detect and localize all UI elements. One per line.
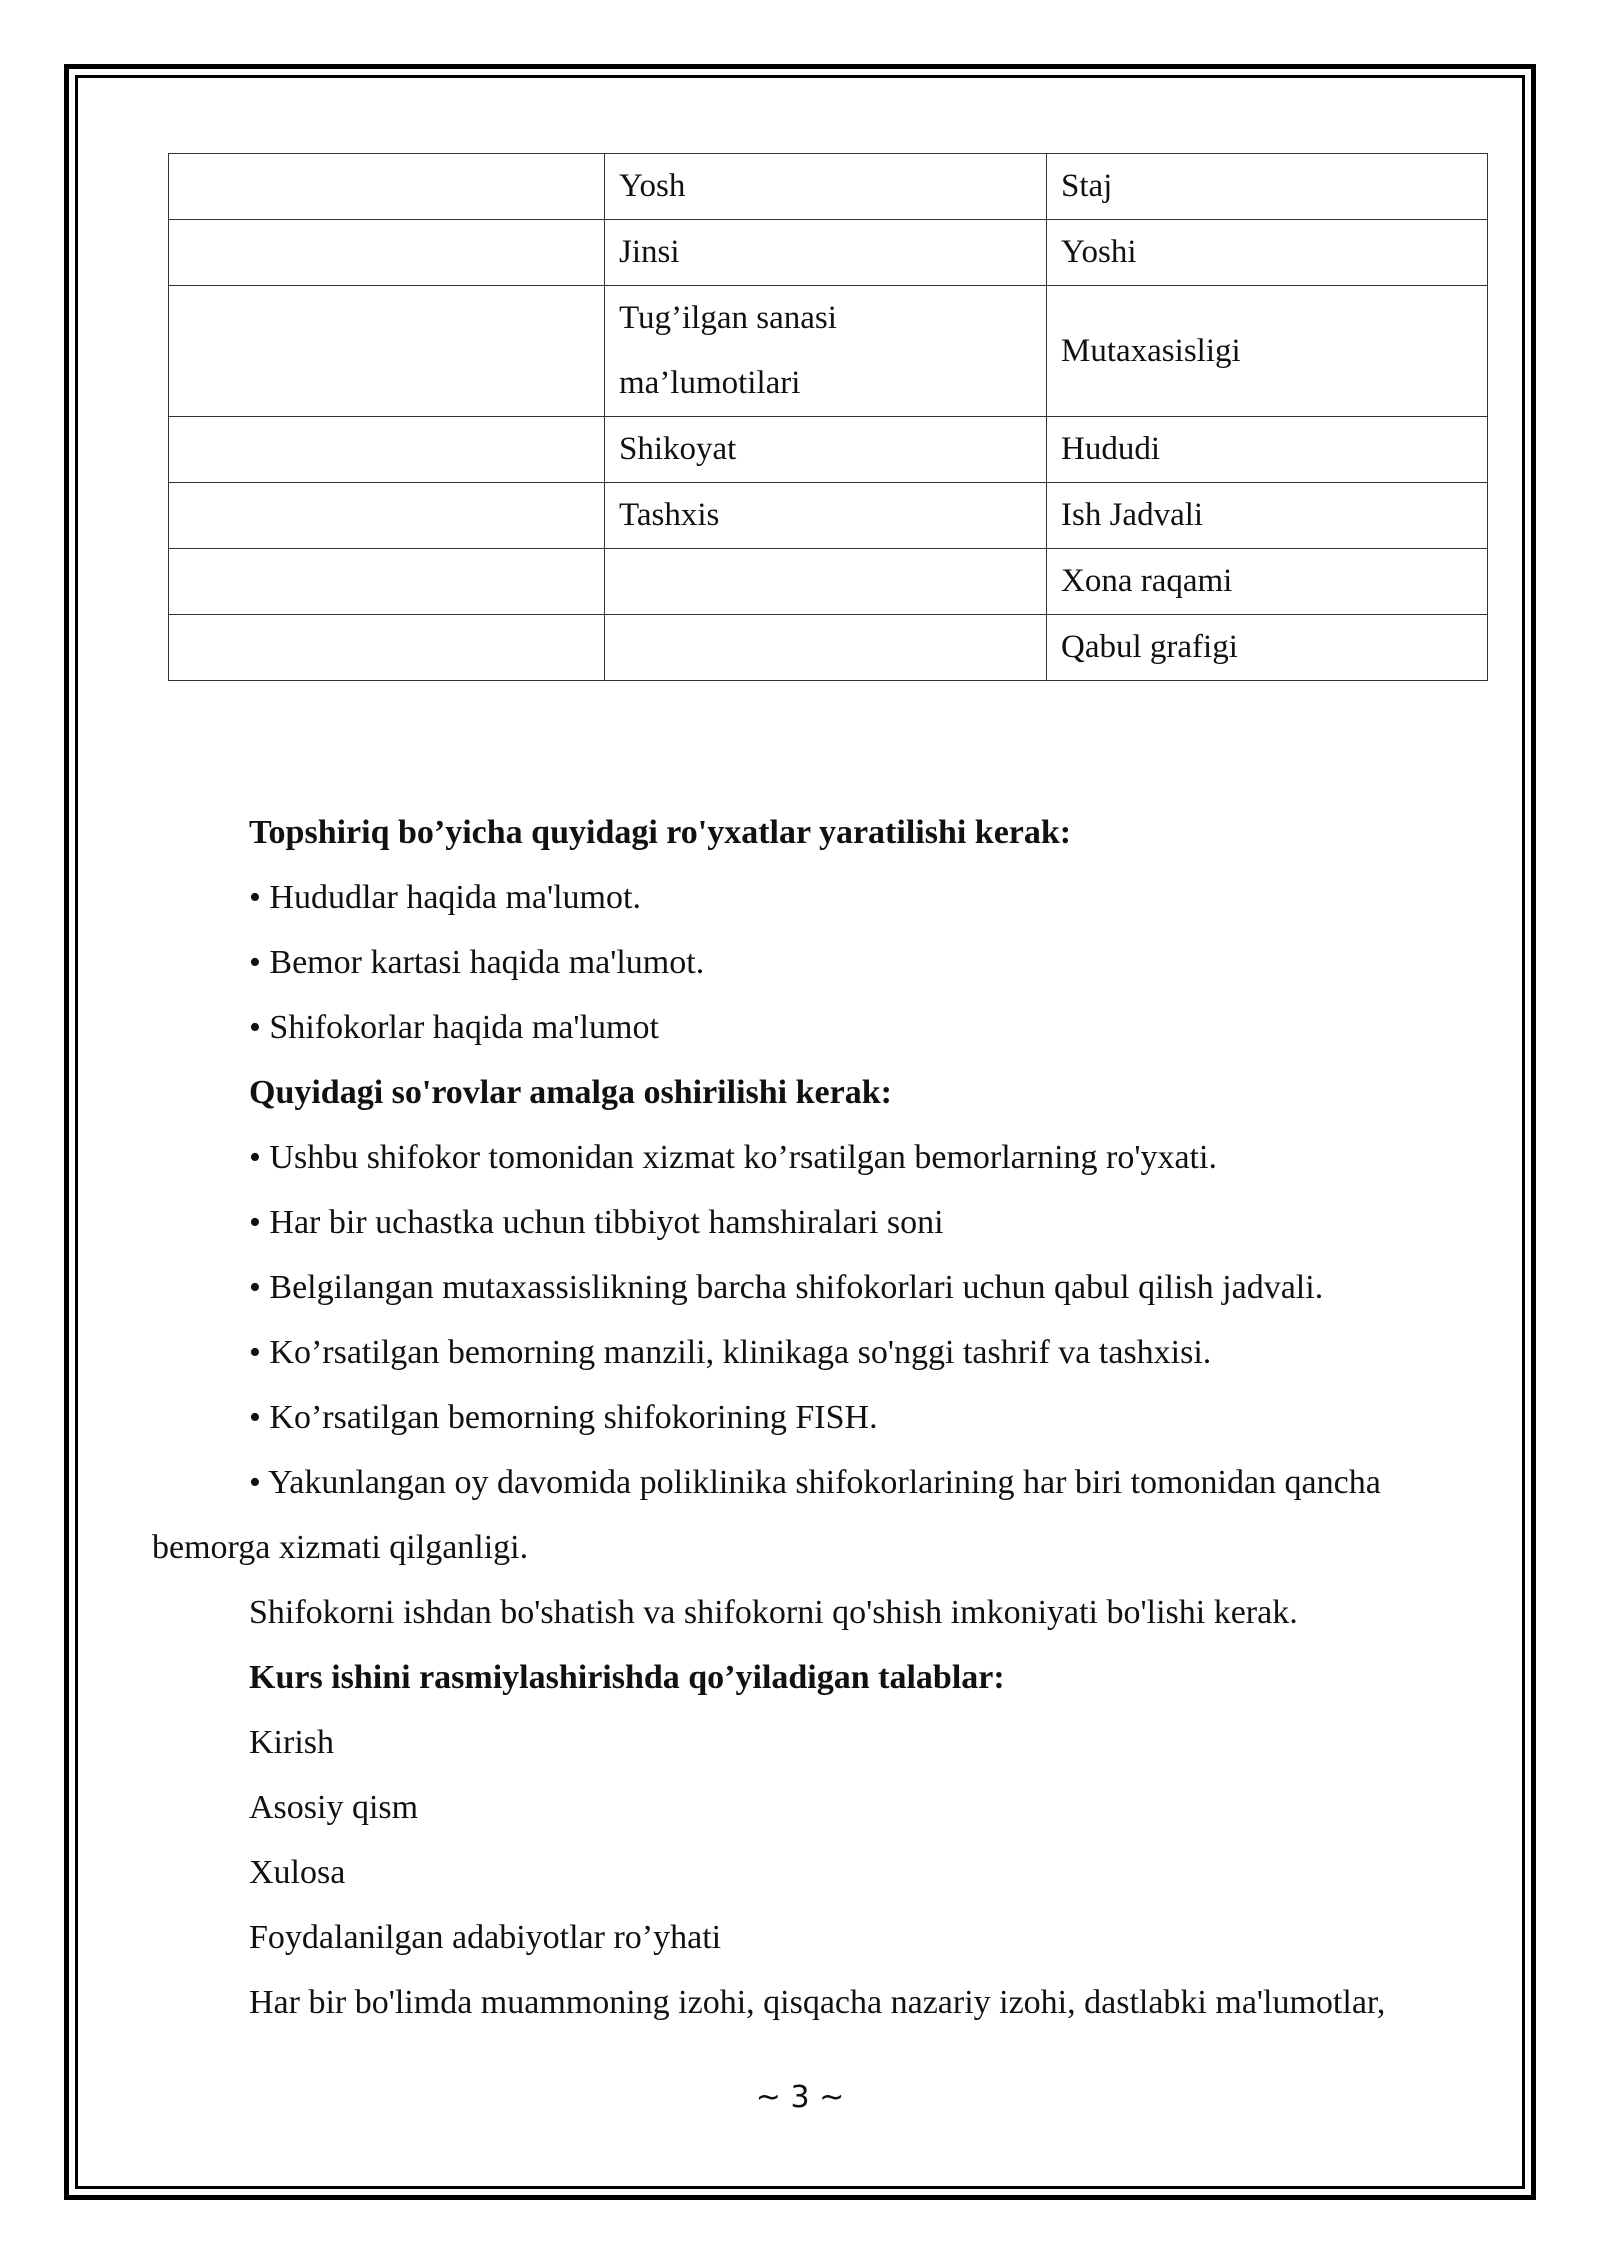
table-row <box>169 615 1488 681</box>
list-item: • Ko’rsatilgan bemorning shifokorining FISH. <box>249 1399 878 1436</box>
table-cell: Yoshi <box>1047 220 1488 286</box>
table-cell <box>169 615 605 681</box>
table-cell: Jinsi <box>605 220 1047 286</box>
table-row <box>169 286 1488 417</box>
table-row <box>169 154 1488 220</box>
list-item: • Ko’rsatilgan bemorning manzili, klinikaga so'nggi tashrif va tashxisi. <box>249 1334 1212 1371</box>
table-cell <box>169 417 605 483</box>
list-item: • Belgilangan mutaxassislikning barcha shifokorlari uchun qabul qilish jadvali. <box>249 1269 1324 1306</box>
list-item: • Ushbu shifokor tomonidan xizmat ko’rsatilgan bemorlarning ro'yxati. <box>249 1139 1217 1176</box>
data-table <box>168 153 1488 681</box>
table-cell-line: ma’lumotilari <box>619 365 801 401</box>
table-row <box>169 220 1488 286</box>
table-cell <box>605 615 1047 681</box>
note-paragraph: Shifokorni ishdan bo'shatish va shifokorni qo'shish imkoniyati bo'lishi kerak. <box>249 1594 1298 1631</box>
table-row <box>169 483 1488 549</box>
table-cell: Qabul grafigi <box>1047 615 1488 681</box>
list-item: • Shifokorlar haqida ma'lumot <box>249 1009 659 1046</box>
section-heading-lists: Topshiriq bo’yicha quyidagi ro'yxatlar yaratilishi kerak: <box>249 814 1072 851</box>
table-cell: Xona raqami <box>1047 549 1488 615</box>
list-item: Asosiy qism <box>249 1789 419 1826</box>
table-cell: Yosh <box>605 154 1047 220</box>
table-cell-line: Tug’ilgan sanasi <box>619 300 837 336</box>
table-cell <box>169 549 605 615</box>
list-item: • Bemor kartasi haqida ma'lumot. <box>249 944 705 981</box>
list-item: • Yakunlangan oy davomida poliklinika shifokorlarining har biri tomonidan qancha bemorga xizmati qilganligi. <box>152 1464 1381 1566</box>
table-cell: Hududi <box>1047 417 1488 483</box>
table-cell <box>169 483 605 549</box>
section-heading-queries: Quyidagi so'rovlar amalga oshirilishi kerak: <box>249 1074 892 1111</box>
body-text <box>152 800 1492 2035</box>
table-cell: Ish Jadvali <box>1047 483 1488 549</box>
table-row <box>169 549 1488 615</box>
table-cell: Tashxis <box>605 483 1047 549</box>
table-cell <box>169 220 605 286</box>
paragraph-last-line: Har bir bo'limda muammoning izohi, qisqacha nazariy izohi, dastlabki ma'lumotlar, <box>249 1984 1386 2021</box>
list-item: Foydalanilgan adabiyotlar ro’yhati <box>249 1919 722 1956</box>
list-item: Kirish <box>249 1724 334 1761</box>
table-cell <box>605 549 1047 615</box>
table-cell <box>169 286 605 417</box>
table-cell <box>169 154 605 220</box>
list-item: • Hududlar haqida ma'lumot. <box>249 879 641 916</box>
section-heading-requirements: Kurs ishini rasmiylashirishda qo’yiladigan talablar: <box>249 1659 1005 1696</box>
table-cell: Staj <box>1047 154 1488 220</box>
list-item: • Har bir uchastka uchun tibbiyot hamshiralari soni <box>249 1204 944 1241</box>
table-cell: Mutaxasisligi <box>1047 286 1488 417</box>
table-row <box>169 417 1488 483</box>
table-cell: Shikoyat <box>605 417 1047 483</box>
list-item: Xulosa <box>249 1854 346 1891</box>
page-number: ~ 3 ~ <box>755 2080 845 2115</box>
table-cell <box>605 286 1047 417</box>
